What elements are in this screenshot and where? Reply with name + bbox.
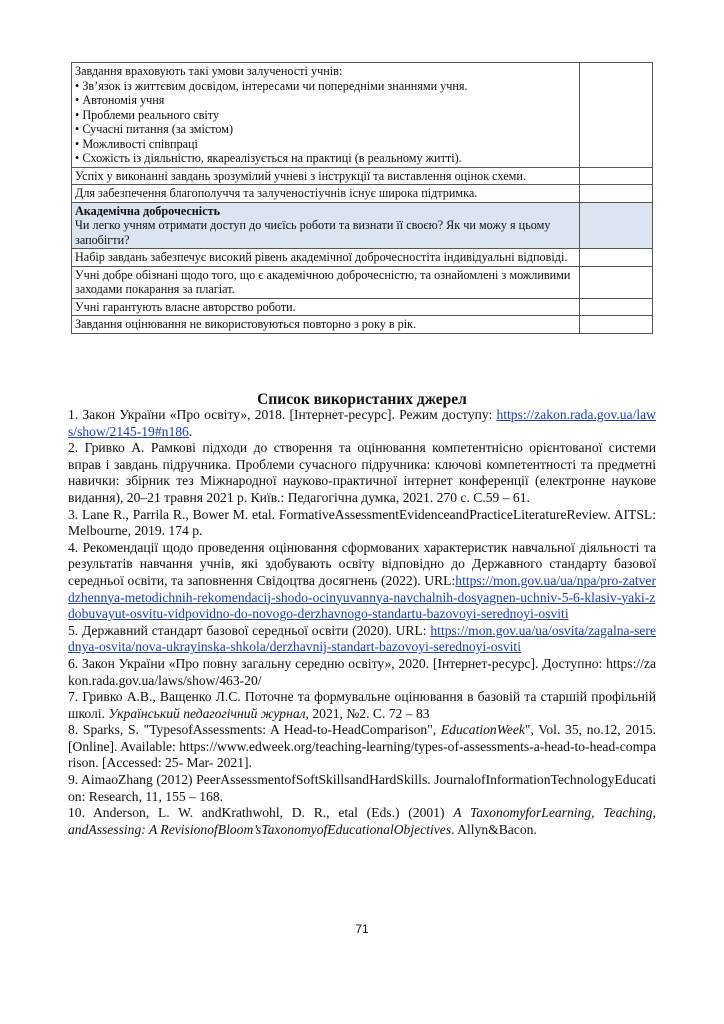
reference-item — [68, 623, 656, 656]
reference-item: 7. Гривко А.В., Ващенко Л.С. Поточне та формувальне оцінювання в базовій та старшій профільній школі. Український педагогічний журнал, 2021, №2. С. 72 – 83 — [68, 689, 656, 721]
table-row — [72, 316, 653, 334]
table-cell — [72, 202, 580, 249]
list-item: • Схожість із діяльністю, якареалізується на практиці (в реальному житті). — [75, 151, 576, 166]
page-number: 71 — [355, 922, 369, 936]
reference-text: 4. Рекомендації щодо проведення оцінювання сформованих характеристик навчальної діяльності та результатів навчання учнів, які здобувають освіту відповідно до Державного стандарту базової середньої освіти, та заповнення Свідоцтва досягнень (2022). URL: — [68, 539, 656, 588]
table-cell-empty — [580, 202, 653, 249]
list-item: • Автономія учня — [75, 93, 576, 108]
reference-item: 10. Anderson, L. W. andKrathwohl, D. R., etal (Eds.) (2001) A TaxonomyforLearning, Teaching, andAssessing: A RevisionofBloom’sTaxonomyofEducationalObjectives. Allyn&Bacon. — [68, 805, 656, 837]
table-cell: Набір завдань забезпечує високий рівень академічної доброчесностіта індивідуальні відповіді. — [72, 249, 580, 267]
reference-item: 9. AimaoZhang (2012) PeerAssessmentofSoftSkillsandHardSkills. JournalofInformationTechnologyEducation: Research, 11, 155 – 168. — [68, 772, 656, 804]
table-cell-empty — [580, 266, 653, 298]
list-item: • Можливості співпраці — [75, 137, 576, 152]
section-title: Академічна доброчесність — [75, 203, 221, 218]
references-title: Список використаних джерел — [257, 391, 467, 408]
criteria-table — [71, 62, 653, 334]
references-list — [68, 407, 656, 838]
table-row — [72, 249, 653, 267]
reference-text: 1. Закон України «Про освіту», 2018. [Інтернет-ресурс]. Режим доступу: — [68, 407, 493, 422]
table-cell-empty — [580, 316, 653, 334]
list-item: • Проблеми реального світу — [75, 108, 576, 123]
section-question: Чи легко учням отримати доступ до чиєїсь роботи та визнати її своєю? Як чи можу я цьому запобігти? — [75, 218, 551, 247]
reference-item: 6. Закон України «Про повну загальну середню освіту», 2020. [Інтернет-ресурс]. Доступно: https://zakon.rada.gov.ua/laws/show/463-20/ — [68, 655, 656, 688]
table-cell-empty — [580, 63, 653, 168]
reference-link[interactable]: https://mon.gov.ua/ua/osvita/zagalna-serednya-osvita/nova-ukrayinska-shkola/derzhavnij-standart-bazovoyi-serednoyi-osviti — [68, 622, 656, 655]
table-cell: Успіх у виконанні завдань зрозумілий учневі з інструкції та виставлення оцінок схеми. — [72, 167, 580, 185]
list-item: • Зв’язок із життєвим досвідом, інтересами чи попередніми знаннями учня. — [75, 79, 576, 94]
reference-item: 1. Закон України «Про освіту», 2018. [Інтернет-ресурс]. Режим доступу: https://zakon.rada.gov.ua/laws/show/2145-19#n186. — [68, 407, 656, 439]
table-row — [72, 185, 653, 203]
book-title: A TaxonomyforLearning, Teaching, andAssessing: A RevisionofBloom’sTaxonomyofEducationalObjectives — [68, 805, 656, 837]
reference-link[interactable]: https://mon.gov.ua/ua/npa/pro-zatverdzhennya-metodichnih-rekomendacij-shodo-ocinyuvannya-navchalnih-dosyagnen-uchniv-5-6-klasiv-yaki-zdobuvayut-osvitu-vidpovidno-do-novogo-derzhavnogo-standartu-bazovoyi-serednoyi-osviti — [68, 572, 656, 622]
table-row — [72, 298, 653, 316]
table-cell: Завдання оцінювання не використовуються повторно з року в рік. — [72, 316, 580, 334]
table-cell-empty — [580, 167, 653, 185]
table-cell: Учні добре обізнані щодо того, що є академічною доброчесністю, та ознайомлені з можливими заходами покарання за плагіат. — [72, 266, 580, 298]
list-item: • Сучасні питання (за змістом) — [75, 122, 576, 137]
table-row — [72, 63, 653, 168]
table-row — [72, 167, 653, 185]
table-cell — [72, 63, 580, 168]
journal-title: EducationWeek — [440, 722, 525, 738]
reference-text: 7. Гривко А.В., Ващенко Л.С. Поточне та формувальне оцінювання в базовій та старшій профільній школі. — [68, 689, 656, 721]
reference-item: 2. Гривко А. Рамкові підходи до створення та оцінювання компетентнісно орієнтованої системи вправ і завдань підручника. Проблеми сучасного підручника: ключові компетентності та предметні навички: збірник тез Міжнародної науково-практичної інтернет конференції (електронне наукове видання), 20–21 травня 2021 р. Київ.: Педагогічна думка, 2021. 270 с. С.59 – 61. — [68, 440, 656, 505]
table-cell-empty — [580, 185, 653, 203]
table-cell-empty — [580, 249, 653, 267]
table-row — [72, 266, 653, 298]
journal-title: Український педагогічний журнал — [108, 705, 306, 721]
table-cell-empty — [580, 298, 653, 316]
table-cell: Для забезпечення благополуччя та залученостіучнів існує широка підтримка. — [72, 185, 580, 203]
reference-text: 10. Anderson, L. W. andKrathwohl, D. R., etal (Eds.) (2001) — [68, 805, 454, 821]
table-section-header — [72, 202, 653, 249]
reference-link[interactable]: https://zakon.rada.gov.ua/laws/show/2145-19#n186 — [68, 407, 656, 439]
reference-item: 3. Lane R., Parrila R., Bower M. etal. FormativeAssessmentEvidenceandPracticeLiteratureReview. AITSL: Melbourne, 2019. 174 p. — [68, 506, 656, 539]
reference-text: 5. Державний стандарт базової середньої освіти (2020). URL: — [68, 622, 427, 638]
table-cell: Учні гарантують власне авторство роботи. — [72, 298, 580, 316]
reference-item — [68, 540, 656, 623]
engagement-intro: Завдання враховують такі умови залученості учнів: — [75, 64, 343, 78]
reference-item: 8. Sparks, S. "TypesofAssessments: A Head-to-HeadComparison", EducationWeek", Vol. 35, no.12, 2015. [Online]. Available: https://www.edweek.org/teaching-learning/types-of-assessments-a-head-to-head-comparison. [Accessed: 25- Mar- 2021]. — [68, 722, 656, 771]
reference-text: 8. Sparks, S. "TypesofAssessments: A Head-to-HeadComparison", — [68, 722, 441, 738]
